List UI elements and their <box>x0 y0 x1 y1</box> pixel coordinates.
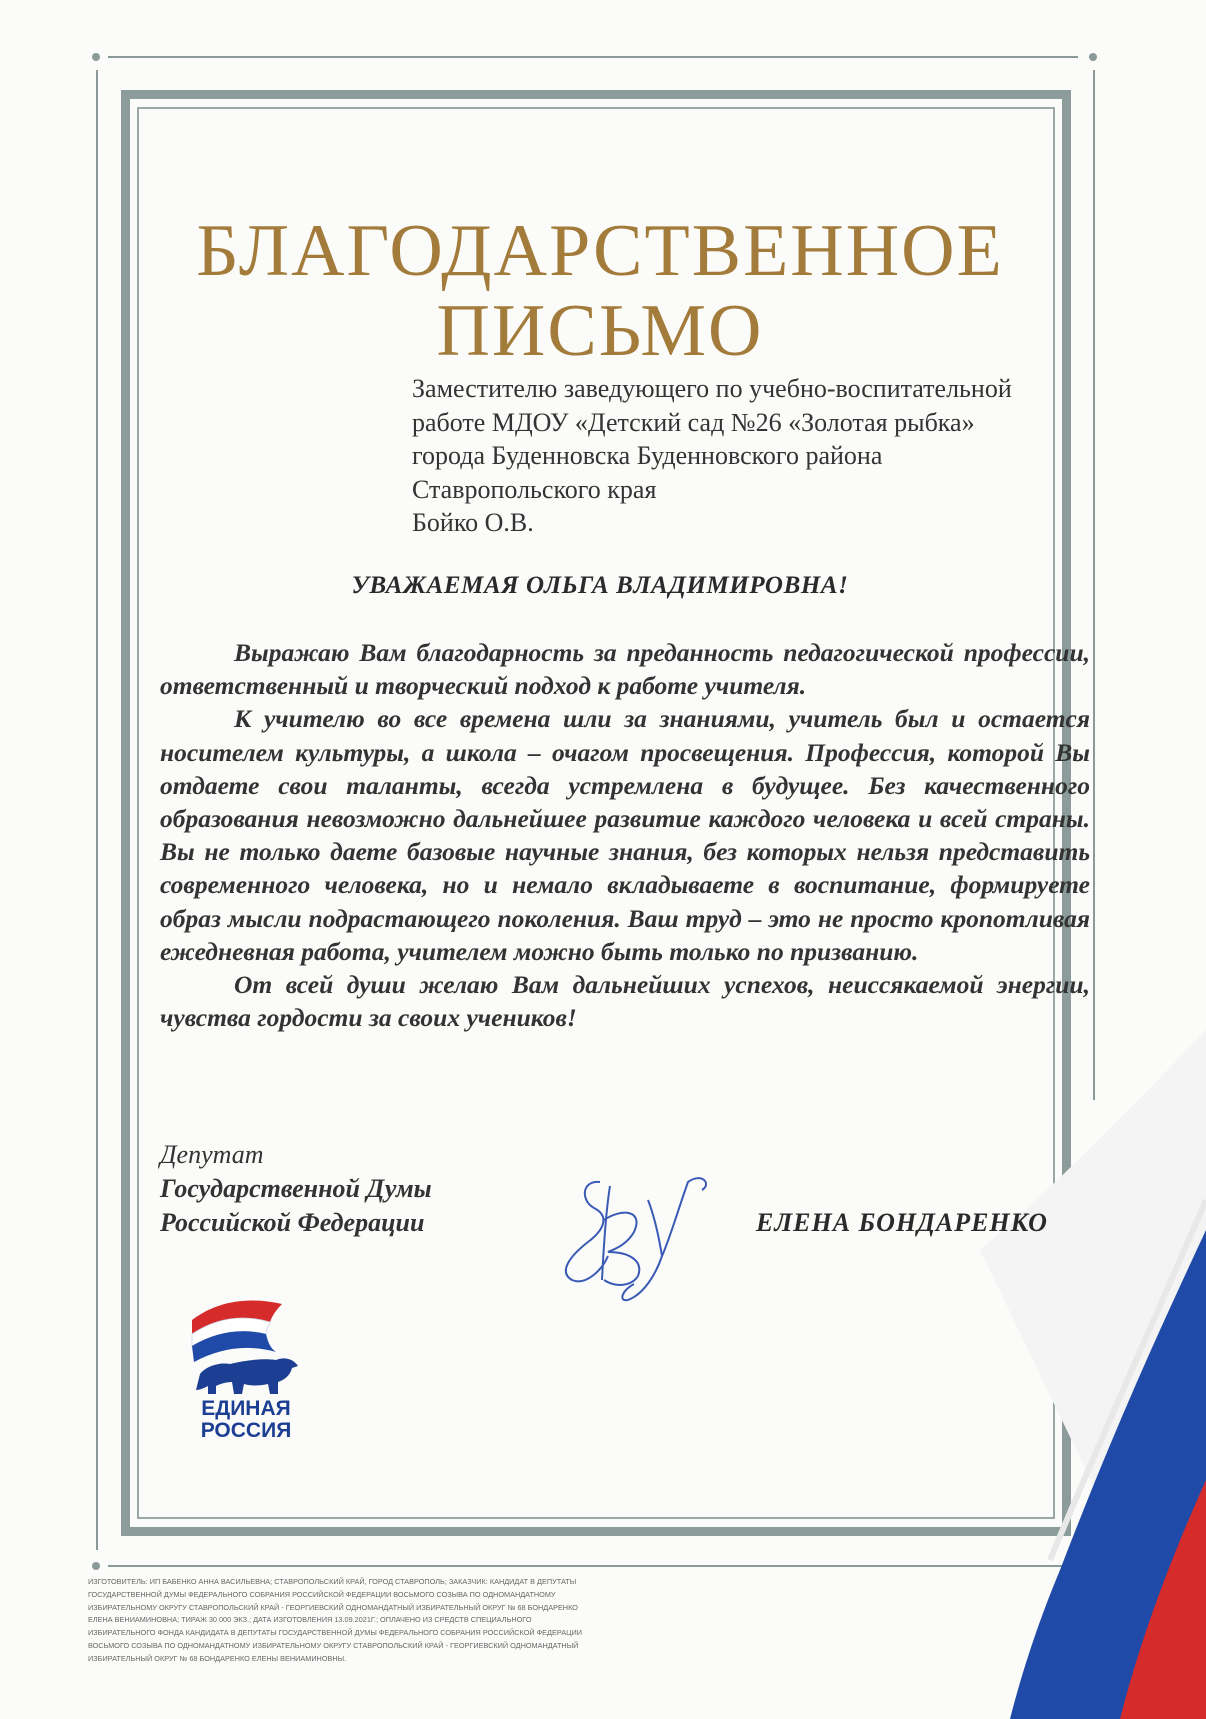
body-paragraph: От всей души желаю Вам дальнейших успехов, неиссякаемой энергии, чувства гордости за своих учеников! <box>160 970 1090 1033</box>
imprint-line: ГОСУДАРСТВЕННОЙ ДУМЫ ФЕДЕРАЛЬНОГО СОБРАНИЯ РОССИЙСКОЙ ФЕДЕРАЦИИ ВОСЬМОГО СОЗЫВА ПО ОДНОМАНДАТНОМУ <box>88 1589 556 1599</box>
united-russia-logo-icon <box>186 1290 306 1400</box>
addressee-line: Ставропольского края <box>412 474 657 504</box>
addressee-name: Бойко О.В. <box>412 508 534 538</box>
handwritten-signature <box>552 1160 732 1310</box>
greeting: УВАЖАЕМАЯ ОЛЬГА ВЛАДИМИРОВНА! <box>351 572 849 599</box>
addressee-line: Заместителю заведующего по учебно-воспитательной <box>412 374 1012 403</box>
imprint-line: ВОСЬМОГО СОЗЫВА ПО ОДНОМАНДАТНОМУ ИЗБИРАТЕЛЬНОМУ ОКРУГУ СТАВРОПОЛЬСКИЙ КРАЙ - ГЕОРГИЕВСКИЙ ОДНОМАНДАТНЫЙ <box>88 1640 579 1650</box>
imprint-line: ИЗБИРАТЕЛЬНОГО ФОНДА КАНДИДАТА В ДЕПУТАТЫ ГОСУДАРСТВЕННОЙ ДУМЫ ФЕДЕРАЛЬНОГО СОБРАНИЯ РОССИЙСКОЙ ФЕДЕРАЦИИ <box>88 1628 582 1638</box>
printer-imprint <box>88 1576 608 1666</box>
position-line: Депутат <box>160 1140 264 1169</box>
imprint-line: ИЗБИРАТЕЛЬНОМУ ОКРУГУ СТАВРОПОЛЬСКИЙ КРАЙ - ГЕОРГИЕВСКИЙ ОДНОМАНДАТНЫЙ ИЗБИРАТЕЛЬНЫЙ ОКРУГ № 68 БОНДАРЕНКО <box>88 1602 578 1612</box>
signatory-name: ЕЛЕНА БОНДАРЕНКО <box>756 1208 1048 1237</box>
letter-title-line2: ПИСЬМО <box>436 290 764 372</box>
addressee-line: города Буденновска Буденновского района <box>412 441 883 471</box>
addressee-line: работе МДОУ «Детский сад №26 «Золотая рыбка» <box>412 407 975 437</box>
letter-title-line1: БЛАГОДАРСТВЕННОЕ <box>196 210 1004 292</box>
imprint-line: ИЗГОТОВИТЕЛЬ: ИП БАБЕНКО АННА ВАСИЛЬЕВНА; СТАВРОПОЛЬСКИЙ КРАЙ, ГОРОД СТАВРОПОЛЬ; ЗАКАЗЧИК: КАНДИДАТ В ДЕПУТАТЫ <box>88 1577 577 1586</box>
signatory-position <box>160 1138 432 1240</box>
logo-text-line: ЕДИНАЯ <box>201 1397 291 1420</box>
imprint-line: ИЗБИРАТЕЛЬНЫЙ ОКРУГ № 68 БОНДАРЕНКО ЕЛЕНЫ ВЕНИАМИНОВНЫ. <box>88 1653 347 1663</box>
logo-text-line: РОССИЯ <box>200 1419 292 1442</box>
letter-body <box>160 636 1090 1034</box>
logo-text <box>186 1398 306 1442</box>
body-paragraph: К учителю во все времена шли за знаниями, учитель был и остается носителем культуры, а школа – очагом просвещения. Профессия, которой Вы отдаете свои таланты, всегда устремлена в будущее. Без качественного образования невозможно дальнейшее развитие каждого человека и всей страны. Вы не только даете базовые научные знания, без которых нельзя представить современного человека, но и немало вкладываете в воспитание, формируете образ мысли подрастающего поколения. Ваш труд – это не просто кропотливая ежедневная работа, учителем можно быть только по призванию. <box>160 704 1090 966</box>
addressee-block <box>412 372 1012 540</box>
position-line: Российской Федерации <box>160 1208 425 1237</box>
imprint-line: ЕЛЕНА ВЕНИАМИНОВНА; ТИРАЖ 30 000 ЭКЗ.; ДАТА ИЗГОТОВЛЕНИЯ 13.09.2021Г.; ОПЛАЧЕНО ИЗ СРЕДСТВ СПЕЦИАЛЬНОГО <box>88 1615 532 1625</box>
body-paragraph: Выражаю Вам благодарность за преданность педагогической профессии, ответственный и творческий подход к работе учителя. <box>160 638 1090 701</box>
position-line: Государственной Думы <box>160 1174 432 1203</box>
